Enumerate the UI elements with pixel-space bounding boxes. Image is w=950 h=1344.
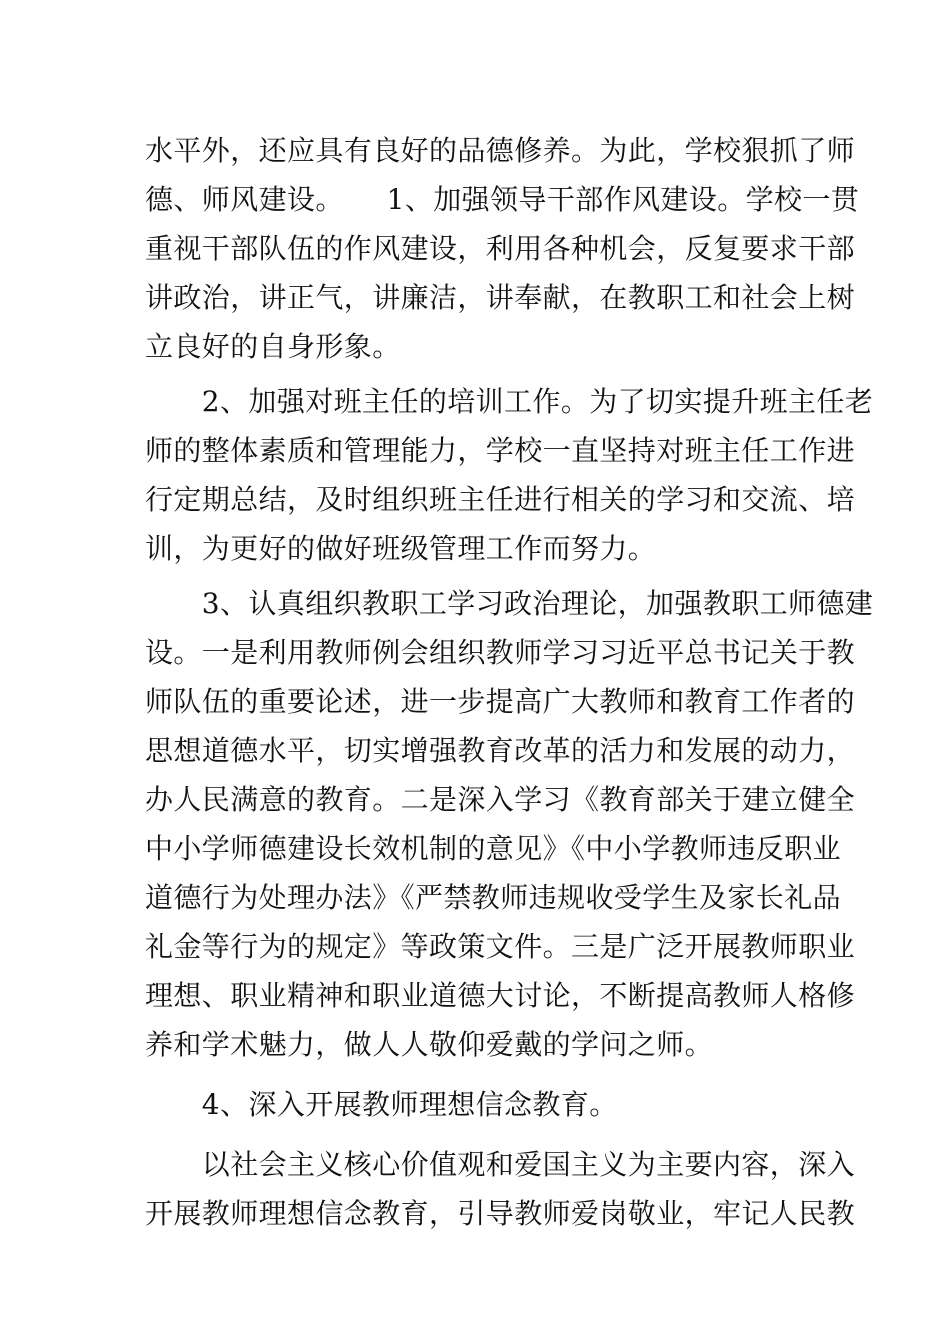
text-line: 3、认真组织教职工学习政治理论，加强教职工师德建 bbox=[145, 587, 874, 620]
text-line: 水平外，还应具有良好的品德修养。为此，学校狠抓了师 bbox=[145, 134, 856, 167]
text-line: 理想、职业精神和职业道德大讨论，不断提高教师人格修 bbox=[145, 979, 856, 1012]
text-line: 师的整体素质和管理能力，学校一直坚持对班主任工作进 bbox=[145, 434, 856, 467]
text-line: 4、深入开展教师理想信念教育。 bbox=[145, 1088, 618, 1121]
paragraph-spacer bbox=[145, 1069, 810, 1080]
text-line: 师队伍的重要论述，进一步提高广大教师和教育工作者的 bbox=[145, 685, 856, 718]
text-line: 2、加强对班主任的培训工作。为了切实提升班主任老 bbox=[145, 385, 874, 418]
text-line: 设。一是利用教师例会组织教师学习习近平总书记关于教 bbox=[145, 636, 856, 669]
text-line: 行定期总结，及时组织班主任进行相关的学习和交流、培 bbox=[145, 483, 856, 516]
text-line: 讲政治，讲正气，讲廉洁，讲奉献，在教职工和社会上树 bbox=[145, 281, 856, 314]
text-line: 道德行为处理办法》《严禁教师违规收受学生及家长礼品 bbox=[145, 881, 842, 914]
text-line: 礼金等行为的规定》等政策文件。三是广泛开展教师职业 bbox=[145, 930, 856, 963]
text-line: 思想道德水平，切实增强教育改革的活力和发展的动力， bbox=[145, 734, 856, 767]
text-line: 立良好的自身形象。 bbox=[145, 330, 401, 363]
text-line: 以社会主义核心价值观和爱国主义为主要内容，深入 bbox=[145, 1148, 856, 1181]
text-line: 中小学师德建设长效机制的意见》《中小学教师违反职业 bbox=[145, 832, 842, 865]
text-line: 重视干部队伍的作风建设，利用各种机会，反复要求干部 bbox=[145, 232, 856, 265]
paragraph-spacer bbox=[145, 1129, 810, 1140]
text-line: 养和学术魅力，做人人敬仰爱戴的学问之师。 bbox=[145, 1028, 714, 1061]
text-line: 开展教师理想信念教育，引导教师爱岗敬业，牢记人民教 bbox=[145, 1197, 856, 1230]
text-line: 德、师风建设。 1、加强领导干部作风建设。学校一贯 bbox=[145, 183, 860, 216]
text-line: 训，为更好的做好班级管理工作而努力。 bbox=[145, 532, 657, 565]
text-line: 办人民满意的教育。二是深入学习《教育部关于建立健全 bbox=[145, 783, 856, 816]
document-body bbox=[145, 126, 874, 1238]
